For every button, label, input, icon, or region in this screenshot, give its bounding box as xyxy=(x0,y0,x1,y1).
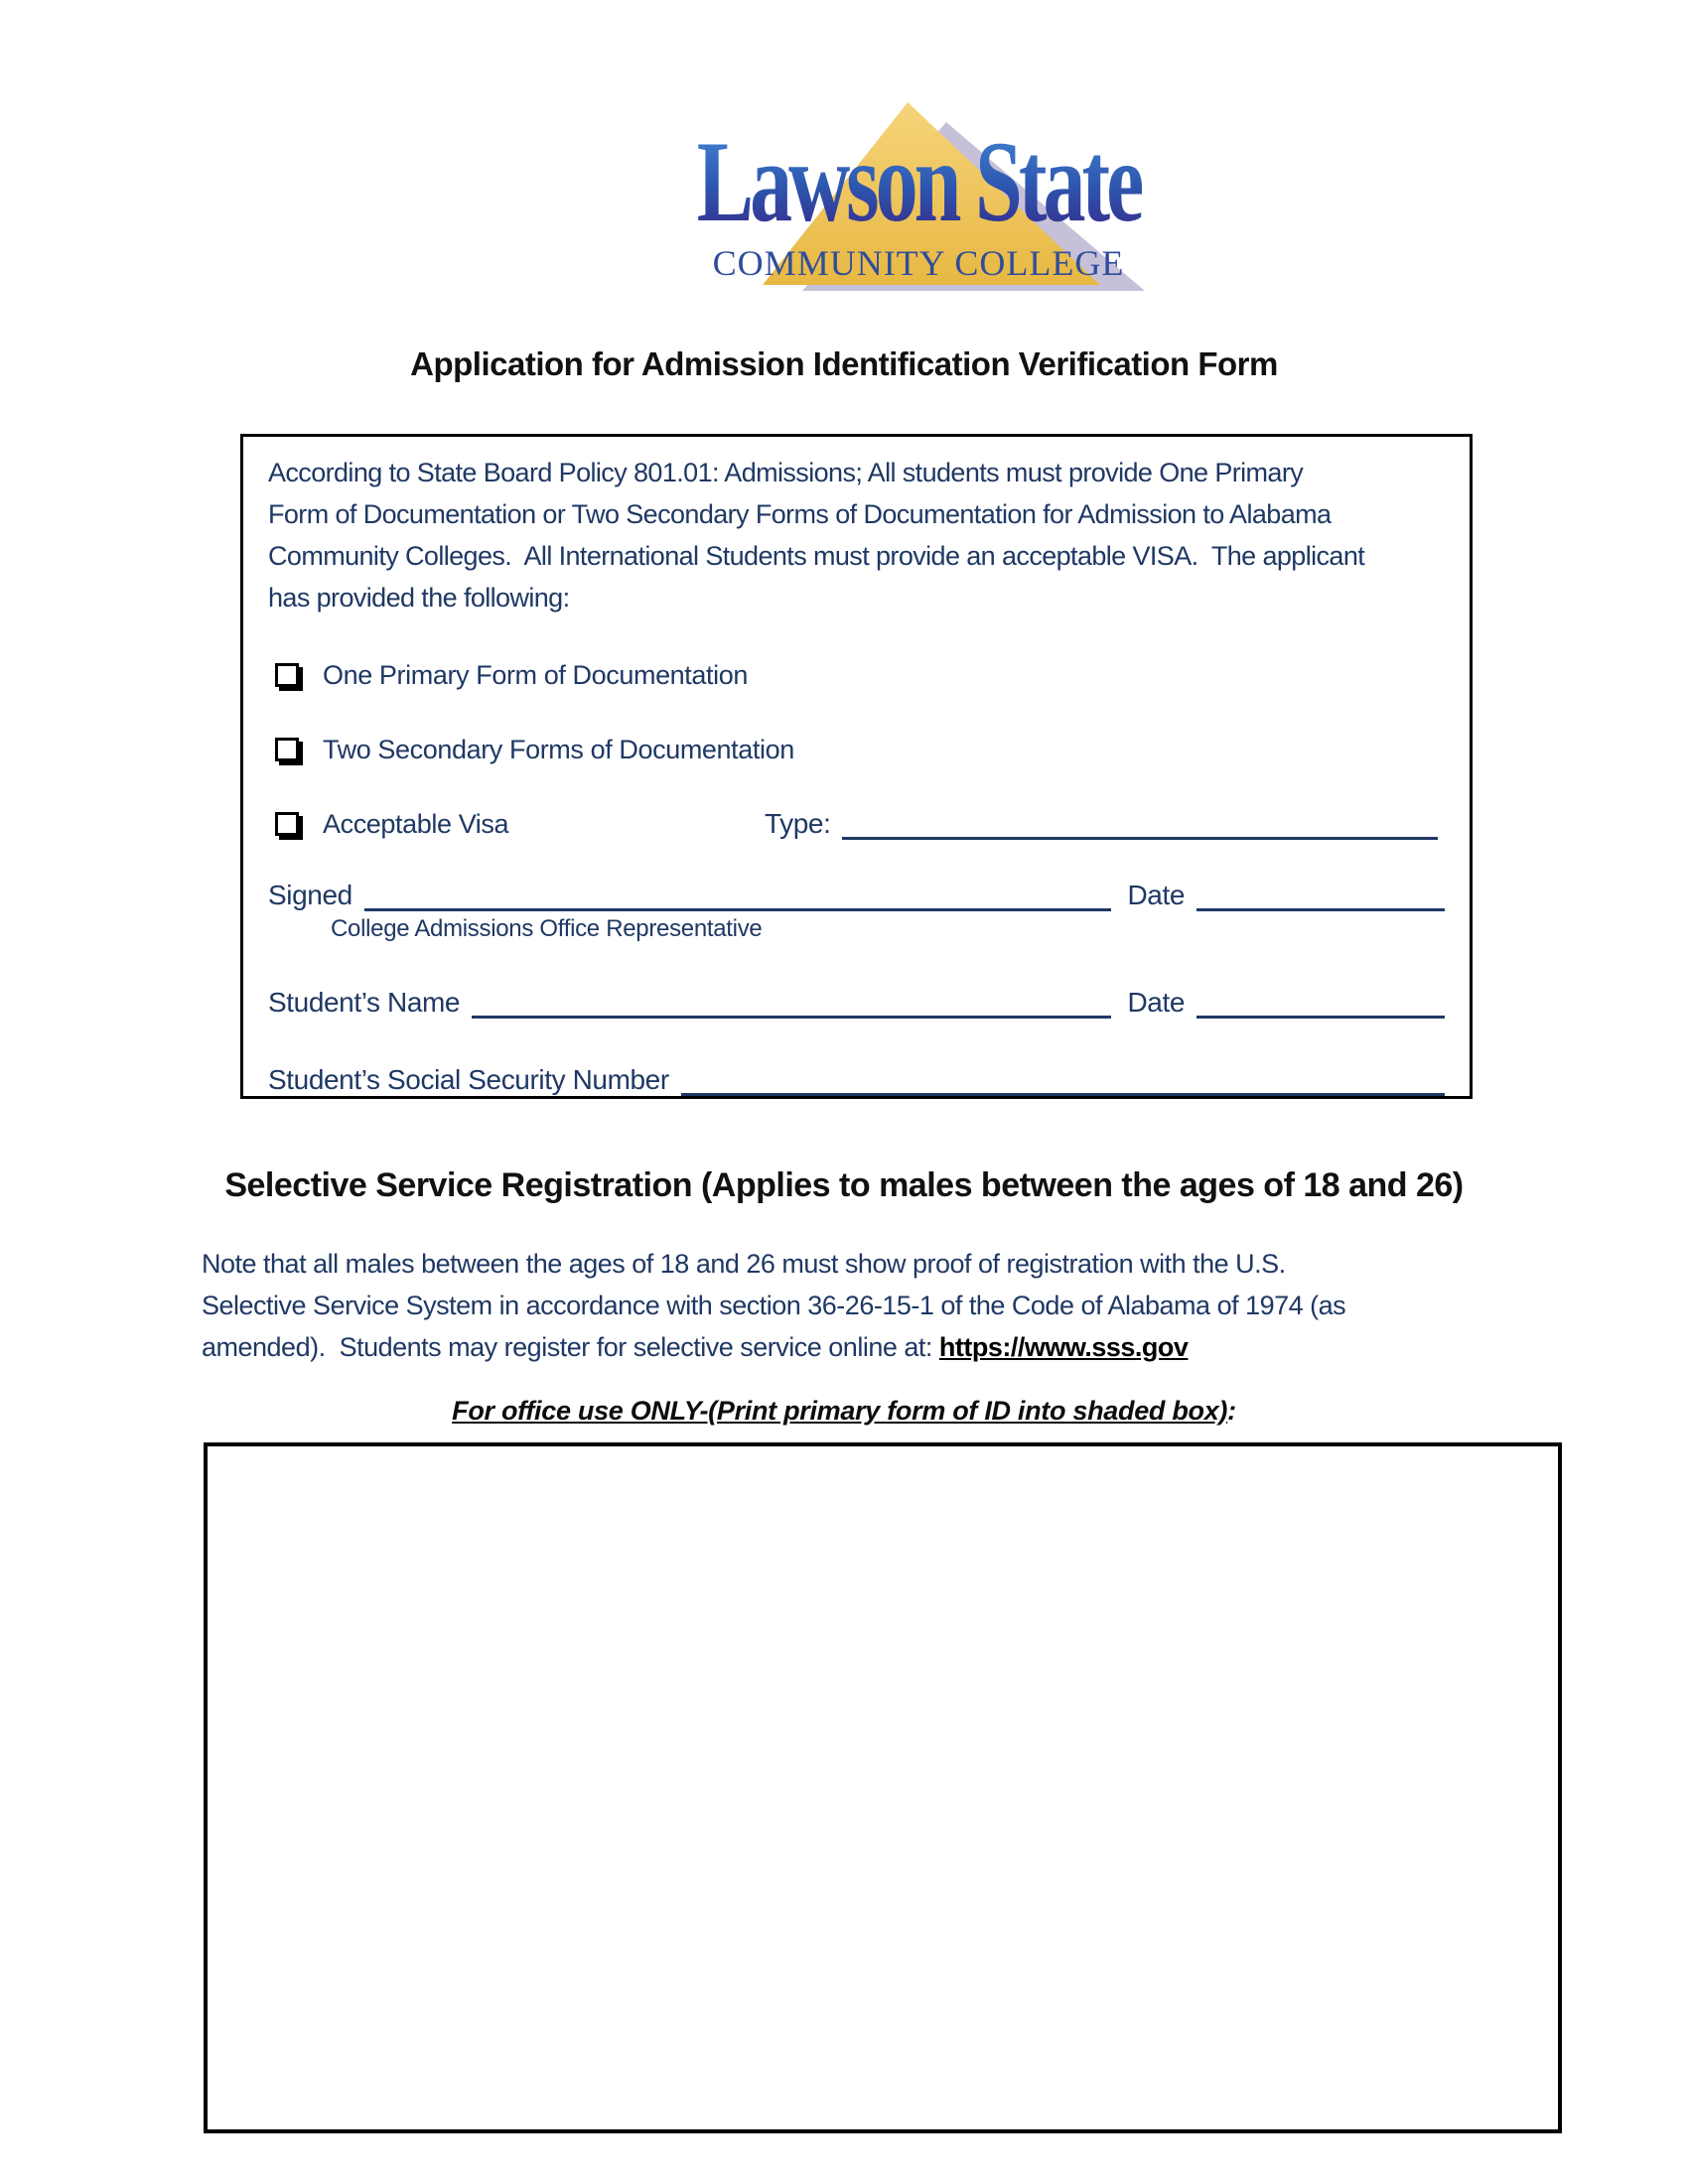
policy-paragraph xyxy=(268,452,1452,618)
checkbox-one-primary-icon[interactable] xyxy=(275,663,299,687)
student-name-date-field[interactable] xyxy=(1196,1011,1445,1019)
checkbox-two-secondary-label: Two Secondary Forms of Documentation xyxy=(323,734,794,764)
policy-paragraph-line: According to State Board Policy 801.01: Admissions; All students must provide One Primary xyxy=(268,458,1304,487)
selective-service-heading: Selective Service Registration (Applies to males between the ages of 18 and 26) xyxy=(224,1166,1464,1204)
signed-date-label: Date xyxy=(1127,879,1185,910)
checkbox-acceptable-visa-label: Acceptable Visa xyxy=(323,808,509,839)
note-line: Note that all males between the ages of 18 and 26 must show proof of registration with the U.S. xyxy=(202,1249,1286,1279)
checkbox-row-two-secondary xyxy=(275,726,1445,765)
policy-paragraph-line: has provided the following: xyxy=(268,583,570,613)
ssn-row xyxy=(268,1056,1445,1096)
office-use-label xyxy=(0,1396,1688,1427)
checkbox-row-acceptable-visa xyxy=(275,800,1438,840)
visa-type-label: Type: xyxy=(765,807,831,839)
office-use-box[interactable] xyxy=(204,1442,1562,2133)
signed-row xyxy=(268,872,1445,911)
visa-type-field[interactable] xyxy=(842,832,1438,840)
note-line-text: amended). Students may register for selective service online at: xyxy=(202,1332,939,1362)
college-logo xyxy=(695,94,1142,293)
checkbox-row-one-primary xyxy=(275,651,1445,691)
selective-service-note xyxy=(202,1243,1592,1368)
signed-date-field[interactable] xyxy=(1196,903,1445,911)
checkbox-one-primary-label: One Primary Form of Documentation xyxy=(323,659,748,690)
checkbox-acceptable-visa-icon[interactable] xyxy=(275,812,299,836)
note-line: Selective Service System in accordance with section 36-26-15-1 of the Code of Alabama of 1974 (as xyxy=(202,1291,1346,1320)
student-name-row xyxy=(268,979,1445,1019)
ssn-field[interactable] xyxy=(681,1088,1445,1096)
signed-label: Signed xyxy=(268,879,352,910)
student-name-field[interactable] xyxy=(472,1011,1111,1019)
policy-paragraph-line: Form of Documentation or Two Secondary Forms of Documentation for Admission to Alabama xyxy=(268,499,1332,529)
student-name-date-label: Date xyxy=(1127,986,1185,1018)
checkbox-two-secondary-icon[interactable] xyxy=(275,738,299,761)
office-use-label-colon: : xyxy=(1227,1396,1236,1426)
signed-sublabel: College Admissions Office Representative xyxy=(331,915,763,942)
page-title: Application for Admission Identification Verification Form xyxy=(410,345,1278,382)
ssn-label: Student’s Social Security Number xyxy=(268,1063,669,1095)
office-use-label-text: For office use ONLY-(Print primary form of ID into shaded box) xyxy=(452,1396,1228,1426)
policy-paragraph-line: Community Colleges. All International Students must provide an acceptable VISA. The applicant xyxy=(268,541,1365,571)
logo-college-name: Lawson State xyxy=(696,117,1141,246)
signed-field[interactable] xyxy=(364,903,1112,911)
policy-box xyxy=(240,434,1473,1099)
logo-college-subtitle: COMMUNITY COLLEGE xyxy=(712,243,1125,283)
student-name-label: Student’s Name xyxy=(268,986,461,1018)
note-line xyxy=(202,1326,1592,1368)
sss-gov-link[interactable]: https://www.sss.gov xyxy=(938,1332,1189,1362)
